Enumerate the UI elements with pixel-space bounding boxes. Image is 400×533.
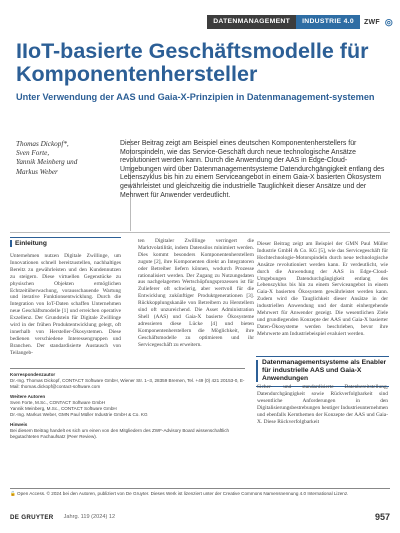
other-authors-label: Weitere Autoren xyxy=(10,394,46,399)
section-label: DATENMANAGEMENT xyxy=(207,15,296,29)
article-title: IIoT-basierte Geschäftsmodelle für Komponentenhersteller xyxy=(16,39,369,86)
pull-heading-text: Datenmanagementsysteme als Enabler für industrielle AAS und Gaia-X Anwendungen xyxy=(262,359,387,382)
contact-box xyxy=(10,368,245,444)
section-heading xyxy=(10,237,121,247)
author-name: Markus Weber xyxy=(16,167,58,176)
category-label: INDUSTRIE 4.0 xyxy=(296,15,360,29)
other-author: Yannik Meinberg, M.Sc., CONTACT Software GmbH xyxy=(10,406,117,411)
body-column-3: Dieser Beitrag zeigt am Beispiel der GMN Paul Müller Industrie GmbH & Co. KG [5], wie das Servicegeschäft für Hochtechnologie-Motorspindeln durch neue technologische Ansätze revolutioniert werden kann. Er verdeutlicht, wie durch die Anwendung der AAS in Edge-Cloud-Umgebungen Datendurchgängigkeit entlang des Lebenszyklus bis hin zu einem Serviceangebot in einem Gaia-X basierten Ökosystem gewährleistet werden kann. Zudem wird die Tauglichkeit dieser Ansätze in der industriellen Anwendung und der damit einhergehende Mehrwert für Anwender gezeigt. Die wesentlichen Ziele und grundlegenden Konzepte der AAS und Gaia-X basierter Daten-Ökosysteme werden beschrieben, bevor ihre Mehrwerte am Industriebeispiel evaluiert werden. xyxy=(257,241,388,337)
contact-details: Dr.-Ing. Thomas Dickopf, CONTACT Software GmbH, Wiener Str. 1–3, 28359 Bremen, Tel. +49 (0) 421 20153-0, E-Mail: thomas.dickopf@contact-software.com xyxy=(10,378,245,389)
other-author: Dr.-Ing. Markus Weber, GMN Paul Müller Industrie GmbH & Co. KG xyxy=(10,412,148,417)
author-list xyxy=(16,140,116,177)
volume-info: Jahrg. 119 (2024) 12 xyxy=(63,514,116,520)
journal-label: ZWF xyxy=(363,18,380,26)
page-number: 957 xyxy=(374,512,390,522)
note-text: Bei diesem Beitrag handelt es sich um einen von den Mitgliedern des ZWF-Advisory Board wissenschaftlich begutachteten Fachaufsatz (Peer Review). xyxy=(10,428,230,439)
page-footer xyxy=(10,510,390,524)
open-access-icon: 🔓 xyxy=(10,491,16,496)
article-subtitle: Unter Verwendung der AAS und Gaia-X-Prinzipien in Datenmanagement-systemen xyxy=(16,92,375,102)
body-column-3b: Sicher- und standardisierte Datenbereitstellung, Datendurchgängigkeit sowie Rückverfolgbarkeit sind wesentliche Anforderungen in den Digitalisierungsbestrebungen heutiger Industrieunternehmen und ebenfalls Kernthemen der Konzepte der AAS und Gaia-X. Diese Rückverfolgbarkeit xyxy=(257,384,388,425)
body-column-2: ten Digitaler Zwillinge verringert die Marktvolatilität, indem Datensilos minimiert werden. Dies kommt besonders Komponentenherstellern zugute [2], ihre Komponenten direkt an Integratoren oder Betreiber liefern können, wodurch Prozesse rationalisiert werden. Der Zugang zu Nutzungsdaten aus nachgelagerten Wertschöpfungsprozessen ist für Zulieferer oft schwierig, aber wertvoll für die Entwicklung zukünftiger Produktgenerationen [3]. Rückkopplungskanäle von Betreibern zu Herstellern sind oft unzureichend. Die Asset Administration Shell (AAS) und Gaia-X basierte Ökosysteme adressieren diese Lücke [4] und bieten Komponentenherstellern die Möglichkeit, ihre Geschäftsmodelle zu optimieren und ihr Servicegeschäft zu erweitern. xyxy=(138,238,254,348)
journal-logo-icon: ◎ xyxy=(384,16,394,27)
page-header xyxy=(207,15,400,29)
section-heading-text: Einleitung xyxy=(15,240,47,247)
note-label: Hinweis xyxy=(10,422,28,427)
abstract: Dieser Beitrag zeigt am Beispiel eines deutschen Komponentenherstellers für Motorspindeln, wie das Service-Geschäft durch neue technologische Ansätze revolutioniert werden kann. Durch die Anwendung der AAS in Edge-Cloud-Umgebungen wird über Datenmanagementsysteme Datendurchgängigkeit entlang des Lebenszyklus bis hin zu einem Serviceangebot in einem Gaia-X basierten Ökosystem gewährleistet und gleichzeitig die industrielle Tauglichkeit dieser Ansätze und der Mehrwert für Anwender verdeutlicht. xyxy=(120,140,385,199)
other-author: Sven Forte, M.Sc., CONTACT Software GmbH xyxy=(10,400,106,405)
author-name: Thomas Dickopf*, xyxy=(16,140,69,148)
pull-heading xyxy=(256,356,389,387)
heading-marker-icon xyxy=(10,240,12,247)
author-name: Yannik Meinberg und xyxy=(16,158,78,167)
open-access-text: Open Access. © 2024 bei den Autoren, publiziert von De Gruyter. Dieses Werk ist lizenziert unter der Creative Commons Namensnennung 4.0 International Lizenz. xyxy=(17,491,349,496)
heading-marker-icon xyxy=(256,360,258,382)
open-access-notice xyxy=(10,488,390,497)
contact-label: Korrespondenzautor xyxy=(10,372,56,377)
publisher-logo: DE GRUYTER xyxy=(10,513,54,521)
divider xyxy=(10,232,390,233)
author-name: Sven Forte, xyxy=(16,149,50,158)
body-column-1: Unternehmen nutzen Digitale Zwillinge, um Innovationen schnell bereitzustellen, nachhaltiges Bereitz zu gewährleisten und den Kundennutzen zu steigern. Diese virtuellen Gegenstücke zu physischen Objekten ermöglichen Echtzeitüberwachung, vorausschauende Wartung und iterative Funktionsentwicklung. Durch die Integration von IoT-Daten schaffen Unternehmen neue Geschäftsmodelle [1] und erreichen operative Exzellenz. Der Grundstein für Digitale Zwillinge wird in der frühen Produktentwicklung gelegt, oft innerhalb von Hersteller-Ökosystemen. Diese bedienen verschiedene Interessengruppen und Branchen. Der standardisierte Austausch von Teilangeb- xyxy=(10,253,121,356)
